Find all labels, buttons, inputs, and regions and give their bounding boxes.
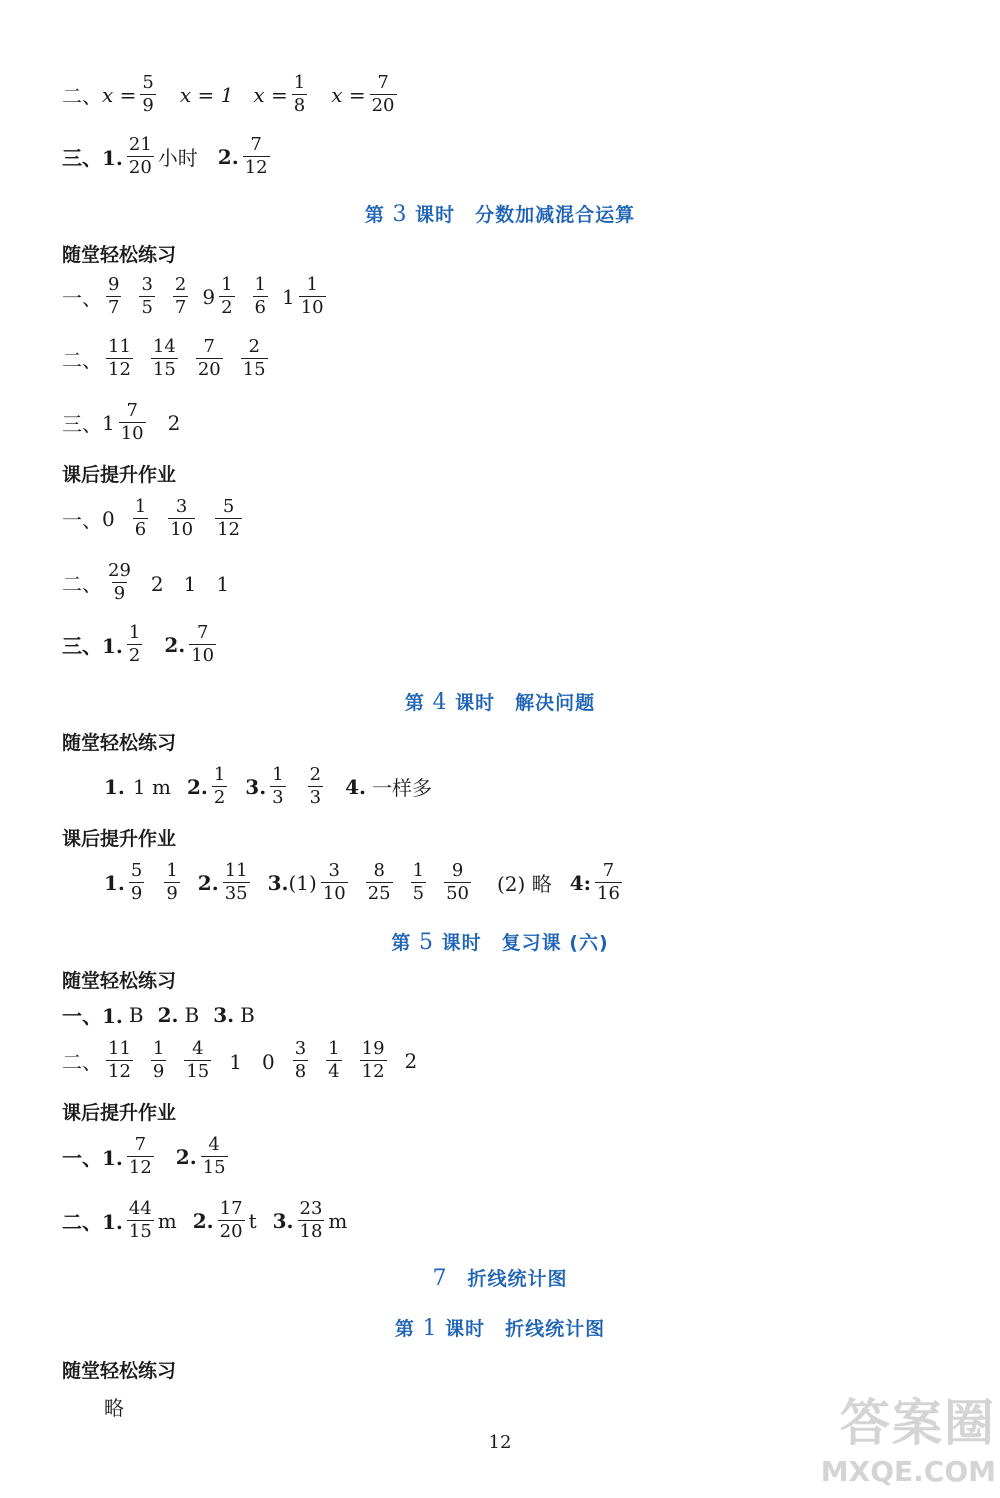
lesson-heading: 第 5 课时 复习课 (六) xyxy=(391,930,609,955)
fraction: 7 10 xyxy=(120,400,144,444)
fraction: 17 20 xyxy=(219,1198,243,1242)
item-number: 2. xyxy=(164,632,186,657)
item-label: 二、 xyxy=(62,84,102,108)
fraction: 23 18 xyxy=(299,1198,323,1242)
unit: m xyxy=(157,1208,177,1233)
answer-line-2 xyxy=(62,1198,347,1243)
section-title: 课后提升作业 xyxy=(62,828,177,850)
item-number: 4: xyxy=(569,870,591,895)
item-number: 3. xyxy=(272,1208,294,1233)
unit: m xyxy=(328,1208,348,1233)
item-label: 一、1. xyxy=(62,1004,123,1028)
fraction: 7 12 xyxy=(128,1134,152,1178)
fraction: 7 10 xyxy=(191,622,215,666)
item-label: 二、 xyxy=(62,348,102,372)
whole-number: 9 xyxy=(202,284,216,309)
fraction: 1 6 xyxy=(254,274,266,318)
fraction: 7 16 xyxy=(597,860,620,904)
fraction: 21 20 xyxy=(128,134,152,178)
fraction: 14 15 xyxy=(152,336,176,380)
answer-line-2 xyxy=(62,560,229,605)
equation-lhs: x = xyxy=(253,82,288,107)
answer-line-2-equations xyxy=(62,72,401,117)
fraction: 1 3 xyxy=(272,764,284,808)
fraction: 3 10 xyxy=(170,496,194,540)
fraction: $\frac{5}{9}$ xyxy=(142,72,154,116)
fraction: 3 10 xyxy=(322,860,346,904)
page-number: 12 xyxy=(488,1432,512,1453)
lesson-heading: 第 3 课时 分数加减混合运算 xyxy=(364,202,636,227)
whole-number: 1 xyxy=(102,410,115,435)
fraction: 1 9 xyxy=(152,1038,165,1082)
value: 2 xyxy=(404,1048,418,1073)
fraction: 1 9 xyxy=(166,860,178,904)
answer-line-1 xyxy=(62,496,246,541)
values: 1 0 xyxy=(229,1050,275,1074)
item-number: 1. xyxy=(104,870,125,895)
section-title: 随堂轻松练习 xyxy=(62,732,177,754)
fraction: 1 2 xyxy=(221,274,233,318)
fraction: 11 35 xyxy=(224,860,248,904)
section-title: 随堂轻松练习 xyxy=(62,1360,177,1382)
fraction: 1 2 xyxy=(128,622,141,666)
values: 2 1 1 xyxy=(150,572,230,596)
item-label: 一、 xyxy=(62,508,102,532)
item-number: 1. xyxy=(104,774,125,799)
item-number: 4. xyxy=(345,774,366,799)
answer-line xyxy=(104,764,432,809)
equation: x = 1 xyxy=(179,82,234,107)
section-title: 课后提升作业 xyxy=(62,464,177,486)
choice-answer: B xyxy=(240,1002,255,1027)
item-label: 三、 xyxy=(62,412,102,436)
item-label: 三、1. xyxy=(62,634,123,658)
fraction: 2 3 xyxy=(309,764,322,808)
answer-line-3 xyxy=(62,134,274,179)
fraction: $\frac{1}{8}$ xyxy=(293,72,306,116)
fraction: 1 4 xyxy=(328,1038,340,1082)
answer-line-1 xyxy=(62,1134,232,1179)
answer-line-1 xyxy=(62,274,330,319)
answer-line-1 xyxy=(62,1000,255,1029)
item-number: 2. xyxy=(217,144,239,169)
item-label: 一、1. xyxy=(62,1146,123,1170)
equation-lhs: x = xyxy=(102,82,137,107)
fraction: 4 15 xyxy=(186,1038,210,1082)
fraction: 3 8 xyxy=(294,1038,307,1082)
fraction: 11 12 xyxy=(108,1038,131,1082)
item-label: 二、 xyxy=(62,572,102,596)
fraction: 19 12 xyxy=(361,1038,385,1082)
fraction: 2 15 xyxy=(242,336,266,380)
fraction: 1 6 xyxy=(134,496,147,540)
item-number: 3. xyxy=(267,870,289,895)
section-title: 随堂轻松练习 xyxy=(62,244,177,266)
fraction: 9 7 xyxy=(108,274,120,318)
fraction: 1 10 xyxy=(300,274,324,318)
choice-answer: B xyxy=(128,1002,144,1027)
value: 2 xyxy=(167,410,181,435)
section-title: 课后提升作业 xyxy=(62,1102,177,1124)
answer-line-3 xyxy=(62,622,220,667)
unit: t xyxy=(248,1208,257,1233)
fraction: 1 2 xyxy=(213,764,226,808)
fraction: 29 9 xyxy=(108,560,131,604)
value: 1 m xyxy=(132,774,171,799)
fraction: 11 12 xyxy=(108,336,131,380)
watermark: 答案圈 MXQE.COM xyxy=(820,1394,996,1488)
answer-text: 略 xyxy=(104,1396,124,1420)
lesson-heading: 第 1 课时 折线统计图 xyxy=(394,1316,606,1341)
choice-answer: B xyxy=(184,1002,200,1027)
fraction: $\frac{7}{20}$ xyxy=(371,72,395,116)
whole-number: 1 xyxy=(282,284,295,309)
fraction: 5 12 xyxy=(217,496,240,540)
fraction: 8 25 xyxy=(367,860,391,904)
answer-line-3 xyxy=(62,400,180,445)
fraction: 3 5 xyxy=(141,274,153,318)
item-number: 2. xyxy=(186,774,208,799)
chapter-heading: 7 折线统计图 xyxy=(432,1266,568,1291)
item-number: 3. xyxy=(245,774,267,799)
answer-line-2 xyxy=(62,1038,417,1083)
fraction: 2 7 xyxy=(174,274,187,318)
fraction: 7 20 xyxy=(197,336,221,380)
value: 一样多 xyxy=(371,776,432,800)
item-number: 3. xyxy=(213,1002,235,1027)
fraction: 7 12 xyxy=(244,134,268,178)
fraction: 5 9 xyxy=(130,860,143,904)
item-label: 一、 xyxy=(62,286,102,310)
section-title: 随堂轻松练习 xyxy=(62,970,177,992)
fraction: 9 50 xyxy=(446,860,469,904)
value: 0 xyxy=(102,506,115,531)
answer-line-2 xyxy=(62,336,272,381)
fraction: 4 15 xyxy=(202,1134,226,1178)
item-number: 2. xyxy=(197,870,219,895)
unit: 小时 xyxy=(157,146,198,170)
lesson-heading: 第 4 课时 解决问题 xyxy=(404,690,596,715)
sub-part-answer: (2) 略 xyxy=(497,872,552,896)
answer-line xyxy=(104,860,626,905)
equation-lhs: x = xyxy=(331,82,366,107)
item-number: 2. xyxy=(175,1144,197,1169)
sub-part-label: (1) xyxy=(288,870,317,895)
item-label: 二、 xyxy=(62,1050,102,1074)
item-number: 2. xyxy=(157,1002,179,1027)
item-number: 2. xyxy=(192,1208,214,1233)
item-label: 三、1. xyxy=(62,146,123,170)
item-label: 二、1. xyxy=(62,1210,123,1234)
fraction: 1 5 xyxy=(412,860,425,904)
fraction: 44 15 xyxy=(128,1198,152,1242)
